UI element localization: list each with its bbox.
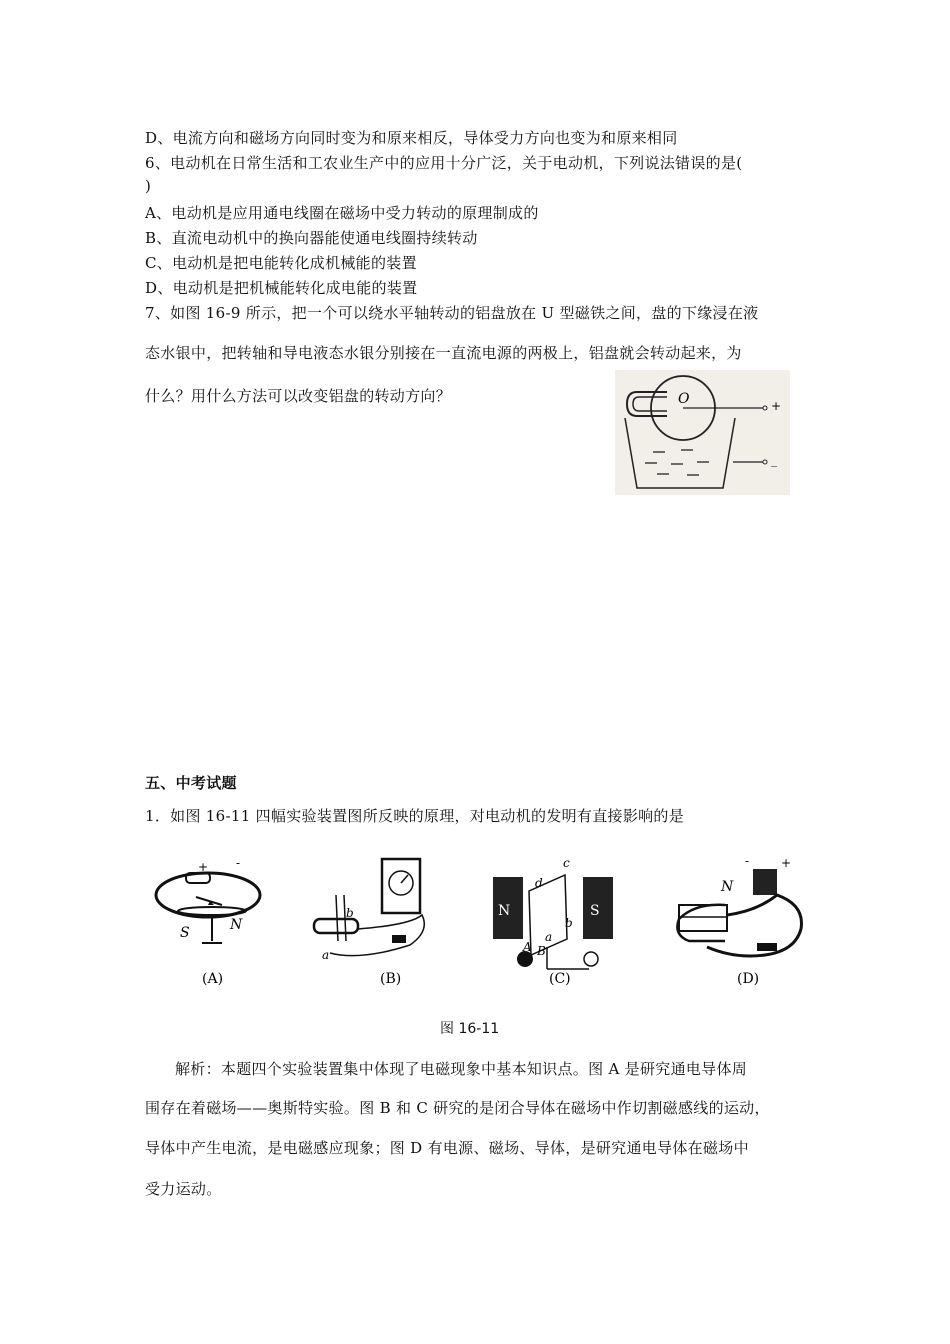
question-7-line-1: 7、如图 16-9 所示，把一个可以绕水平轴转动的铝盘放在 U 型磁铁之间，盘的下缘浸在液 (145, 304, 759, 322)
question-6-stem: 6、电动机在日常生活和工农业生产中的应用十分广泛，关于电动机，下列说法错误的是( (145, 154, 743, 172)
analysis-line-4: 受力运动。 (145, 1180, 222, 1198)
panel-b-a-label: a (322, 948, 330, 962)
panel-c-big-b-label: B (537, 944, 546, 958)
question-6-option-c: C、电动机是把电能转化成机械能的装置 (145, 254, 417, 272)
question-7-line-2: 态水银中，把转轴和导电液态水银分别接在一直流电源的两极上，铝盘就会转动起来，为 (145, 344, 742, 362)
panel-d-figure (665, 855, 815, 990)
section-heading: 五、中考试题 (145, 774, 237, 792)
question-6-option-d: D、电动机是把机械能转化成电能的装置 (145, 279, 418, 297)
panel-b-caption: (B) (380, 971, 402, 987)
analysis-line-1: 解析：本题四个实验装置集中体现了电磁现象中基本知识点。图 A 是研究通电导体周 (175, 1060, 748, 1078)
analysis-line-2: 围存在着磁场——奥斯特实验。图 B 和 C 研究的是闭合导体在磁场中作切割磁感线的运动， (145, 1099, 770, 1117)
analysis-line-3: 导体中产生电流，是电磁感应现象；图 D 有电源、磁场、导体，是研究通电导体在磁场中 (145, 1139, 749, 1157)
panel-a-s-label: S (180, 925, 190, 941)
panel-c-caption: (C) (549, 971, 571, 987)
panel-a-plus-label: + (198, 860, 209, 874)
disk-center-label: O (678, 391, 690, 407)
panel-a-n-label: N (230, 917, 243, 933)
question-6-option-a: A、电动机是应用通电线圈在磁场中受力转动的原理制成的 (145, 204, 539, 222)
panel-c-d-label: d (535, 876, 543, 890)
panel-d-plus-label: + (781, 856, 792, 870)
panel-a-caption: (A) (202, 971, 224, 987)
panel-c-c-label: c (563, 856, 570, 870)
panel-c-figure (485, 855, 620, 990)
figure-caption: 图 16-11 (440, 1021, 500, 1037)
panel-a-minus-label: - (236, 856, 241, 870)
aluminum-disk-figure (615, 370, 790, 495)
panel-d-caption: (D) (737, 971, 760, 987)
panel-c-n-label: N (498, 903, 511, 919)
minus-terminal-label: _ (771, 453, 777, 467)
exam-question-1: 1．如图 16-11 四幅实验装置图所反映的原理，对电动机的发明有直接影响的是 (145, 807, 685, 825)
panel-c-b-label: b (565, 916, 573, 930)
panel-d-n-label: N (721, 879, 734, 895)
question-7-line-3: 什么？用什么方法可以改变铝盘的转动方向？ (145, 387, 452, 405)
panel-a-figure (150, 855, 270, 990)
panel-b-figure (300, 855, 440, 990)
question-6-option-b: B、直流电动机中的换向器能使通电线圈持续转动 (145, 229, 478, 247)
panel-b-b-label: b (346, 906, 354, 920)
panel-c-a-label: a (545, 930, 553, 944)
option-d-previous: D、电流方向和磁场方向同时变为和原来相反，导体受力方向也变为和原来相同 (145, 129, 678, 147)
plus-terminal-label: + (771, 399, 782, 413)
panel-c-s-label: S (590, 903, 600, 919)
question-6-stem-bracket: ) (145, 177, 152, 195)
panel-c-big-a-label: A (523, 940, 532, 954)
panel-d-minus-label: - (745, 855, 750, 868)
